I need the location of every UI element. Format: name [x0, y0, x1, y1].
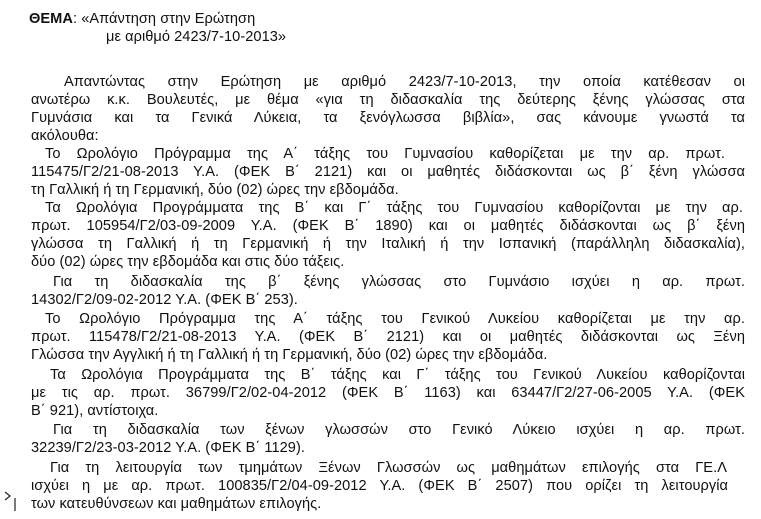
body-line-12: Για τη διδασκαλία της β΄ ξένης γλώσσας στο Γυμνάσιο ισχύει η αρ. πρωτ.	[53, 274, 745, 290]
body-line-14: Το Ωρολόγιο Πρόγραμμα της Α΄ τάξης του Γενικού Λυκείου καθορίζεται με την αρ.	[45, 311, 745, 327]
body-line-20: Για τη διδασκαλία των ξένων γλωσσών στο Γενικό Λύκειο ισχύει η αρ. πρωτ.	[53, 422, 745, 438]
body-line-11: δύο (02) ώρες την εβδομάδα και στις δύο τάξεις.	[31, 254, 345, 270]
body-line-17: Τα Ωρολόγια Προγράμματα της Β΄ τάξης και Γ΄ τάξης του Γενικού Λυκείου καθορίζονται	[50, 367, 745, 383]
body-line-24: των κατευθύνσεων και μαθημάτων επιλογής.	[31, 496, 322, 512]
body-line-21: 32239/Γ2/23-03-2012 Υ.Α. (ΦΕΚ Β΄ 1129).	[31, 440, 305, 456]
body-line-7: τη Γαλλική ή τη Γερμανική, δύο (02) ώρες την εβδομάδα.	[31, 182, 399, 198]
body-line-13: 14302/Γ2/09-02-2012 Υ.Α. (ΦΕΚ Β΄ 253).	[31, 292, 298, 308]
subject-line-1	[29, 10, 255, 28]
body-line-1: Απαντώντας στην Ερώτηση με αριθμό 2423/7-10-2013, την οποία κατέθεσαν οι	[64, 74, 745, 90]
body-line-23: ισχύει η με αρ. πρωτ. 100835/Γ2/04-09-2012 Υ.Α. (ΦΕΚ Β΄ 2507) που ορίζει τη λειτουργία	[31, 478, 728, 494]
body-line-16: Γλώσσα την Αγγλική ή τη Γαλλική ή τη Γερμανική, δύο (02) ώρες την εβδομάδα.	[31, 347, 548, 363]
body-line-8: Τα Ωρολόγια Προγράμματα της Β΄ και Γ΄ τάξης του Γυμνασίου καθορίζονται με την αρ.	[45, 200, 743, 216]
body-line-15: πρωτ. 115478/Γ2/21-08-2013 Υ.Α. (ΦΕΚ Β΄ 2121) και οι μαθητές διδάσκονται ως Ξένη	[31, 329, 745, 345]
subject-title-part1: : «Απάντηση στην Ερώτηση	[72, 11, 256, 27]
body-line-4: ακόλουθα:	[31, 128, 99, 144]
body-line-2: ανωτέρω κ.κ. Βουλευτές, με θέμα «για τη διδασκαλία της δεύτερης ξένης γλώσσας στα	[31, 92, 745, 108]
body-line-5: Το Ωρολόγιο Πρόγραμμα της Α΄ τάξης του Γυμνασίου καθορίζεται με την αρ. πρωτ.	[45, 146, 725, 162]
margin-tick-mark	[3, 478, 21, 514]
body-line-19: Β΄ 921), αντίστοιχα.	[31, 403, 159, 419]
body-line-18: με τις αρ. πρωτ. 36799/Γ2/02-04-2012 (ΦΕΚ Β΄ 1163) και 63447/Γ2/27-06-2005 Υ.Α. (ΦΕΚ	[31, 385, 745, 401]
body-line-22: Για τη λειτουργία των τμημάτων Ξένων Γλωσσών ως μαθημάτων επιλογής στα ΓΕ.Λ	[50, 460, 727, 476]
body-line-6: 115475/Γ2/21-08-2013 Υ.Α. (ΦΕΚ Β΄ 2121) και οι μαθητές διδάσκονται ως β΄ ξένη γλώσσα	[31, 164, 745, 180]
body-line-9: πρωτ. 105954/Γ2/03-09-2009 Υ.Α. (ΦΕΚ Β΄ 1890) και οι μαθητές διδάσκονται ως β΄ ξένη	[31, 218, 745, 234]
subject-label: ΘΕΜΑ	[29, 11, 73, 27]
body-line-3: Γυμνάσια και τα Γενικά Λύκεια, τα ξενόγλωσσα βιβλία», σας κάνουμε γνωστά τα	[31, 110, 745, 126]
body-line-10: γλώσσα τη Γαλλική ή τη Γερμανική ή την Ιταλική ή την Ισπανική (παράλληλη διδασκαλία),	[31, 236, 745, 252]
subject-line-2: με αριθμό 2423/7-10-2013»	[106, 29, 287, 45]
